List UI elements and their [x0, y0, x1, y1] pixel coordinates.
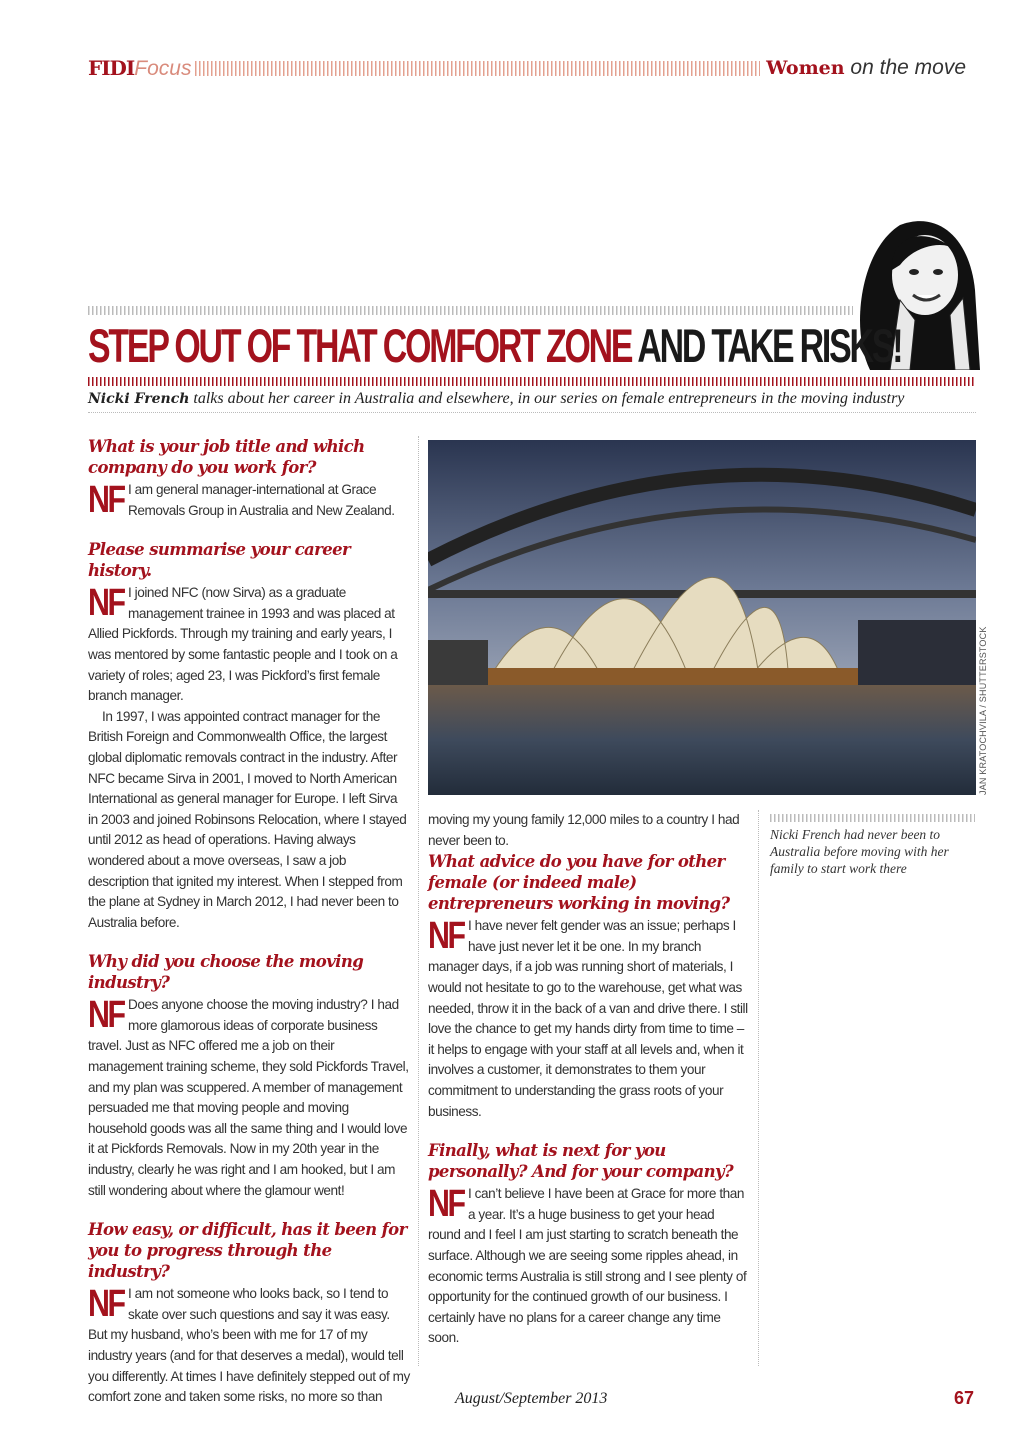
answer-text: I am not someone who looks back, so I tend to skate over such questions and say it was easy. But my husband, who’s been with me for 17 of my industry years (and for that deserves a medal), would tell you differently. At times I have definitely stepped out of my comfort zone and taken some risks, no more so than: [88, 1286, 410, 1405]
article-title: [88, 318, 901, 374]
question: What is your job title and which company do you work for?: [88, 437, 365, 477]
title-black: AND TAKE RISKS!: [637, 319, 902, 372]
column-left: [88, 436, 410, 1426]
answer-initials: NF: [88, 582, 124, 625]
section-bold: Women: [766, 57, 845, 79]
qa-block: [88, 951, 410, 1201]
qa-block: [88, 539, 410, 933]
answer-text: I have never felt gender was an issue; perhaps I have just never let it be one. In my branch manager days, if a job was running short of materials, I would not hesitate to go to the warehouse, get what was needed, throw it in the back of a van and drive there. I still love the chance to get my hands dirty from time to time – it helps to engage with your staff at all levels and, when it involves a customer, it demonstrates to them your commitment to understanding the grass roots of your business.: [428, 918, 748, 1119]
question: Finally, what is next for you personally? And for your company?: [428, 1141, 734, 1182]
brand-italic: Focus: [134, 57, 192, 80]
standfirst-text: talks about her career in Australia and elsewhere, in our series on female entrepreneurs in the moving industry: [189, 390, 905, 407]
title-tick-rule-bottom: [88, 377, 976, 386]
section-italic: on the move: [850, 56, 966, 79]
answer-initials: NF: [428, 1183, 464, 1226]
column-divider: [418, 436, 419, 1366]
column-divider: [758, 810, 759, 1366]
answer-initials: NF: [88, 1283, 124, 1326]
magazine-brand: [88, 56, 191, 81]
title-tick-rule-top: [88, 306, 853, 315]
photo-caption: Nicki French had never been to Australia before moving with her family to start work there: [770, 827, 949, 876]
brand-bold: FIDI: [88, 56, 135, 80]
question: What advice do you have for other female (or indeed male) entrepreneurs working in moving?: [428, 852, 730, 914]
answer-text: In 1997, I was appointed contract manager for the British Foreign and Commonwealth Office, the largest global diplomatic removals contract in the industry. After NFC became Sirva in 2001, I moved to North American International as general manager for Europe. I left Sirva in 2003 and joined Robinsons Relocation, where I stayed until 2012 as head of operations. Having always wondered about a move overseas, I saw a job description that ignited my interest. When I stepped from the plane at Sydney in March 2012, I had never been to Australia before.: [88, 708, 407, 930]
photo-credit: JAN KRATOCHVILA / SHUTTERSTOCK: [978, 626, 988, 795]
question: How easy, or difficult, has it been for you to progress through the industry?: [88, 1220, 407, 1282]
answer-initials: NF: [88, 994, 124, 1037]
title-red: STEP OUT OF THAT COMFORT ZONE: [88, 319, 632, 372]
answer-text: I joined NFC (now Sirva) as a graduate management trainee in 1993 and was placed at Allied Pickfords. Through my training and early years, I was mentored by some fantastic people and I took on a variety of roles; aged 23, I was Pickford’s first female branch manager.: [88, 585, 398, 704]
sydney-opera-house-photo: [428, 440, 976, 795]
answer-text: I can’t believe I have been at Grace for more than a year. It’s a huge business to get your head round and I feel I am just starting to scratch beneath the surface. Although we are seeing some ripples ahead, in economic terms Australia is still strong and I see plenty of opportunity for the continued growth of our business. I certainly have no plans for a career change any time soon.: [428, 1186, 747, 1346]
answer-initials: NF: [88, 479, 124, 521]
qa-block: [428, 1140, 750, 1349]
qa-block: [88, 436, 410, 521]
header-tick-rule: [195, 61, 760, 76]
answer-initials: NF: [428, 915, 464, 958]
qa-block: [428, 851, 750, 1122]
question: Why did you choose the moving industry?: [88, 952, 364, 993]
author-name: Nicki French: [88, 391, 190, 407]
answer-text: Does anyone choose the moving industry? I had more glamorous ideas of corporate business travel. Just as NFC offered me a job on their management training scheme, they sold Pickfords Travel, and my plan was scuppered. A member of management persuaded me that moving people and moving household goods was all the same thing and I would love it at Pickfords Removals. Now in my 20th year in the industry, clearly he was right and I am hooked, but I am still wondering about where the glamour went!: [88, 997, 409, 1198]
divider: [88, 412, 976, 413]
caption-tick-rule: [770, 814, 975, 822]
issue-date: August/September 2013: [455, 1390, 608, 1407]
standfirst: [88, 390, 904, 408]
question: Please summarise your career history.: [88, 540, 351, 581]
page-number: 67: [953, 1388, 974, 1408]
section-label: [766, 56, 966, 80]
column-middle: [428, 810, 750, 1367]
qa-block: [88, 1219, 410, 1408]
answer-text: I am general manager-international at Grace Removals Group in Australia and New Zealand.: [128, 482, 395, 518]
answer-continuation: moving my young family 12,000 miles to a country I had never been to.: [428, 812, 740, 848]
